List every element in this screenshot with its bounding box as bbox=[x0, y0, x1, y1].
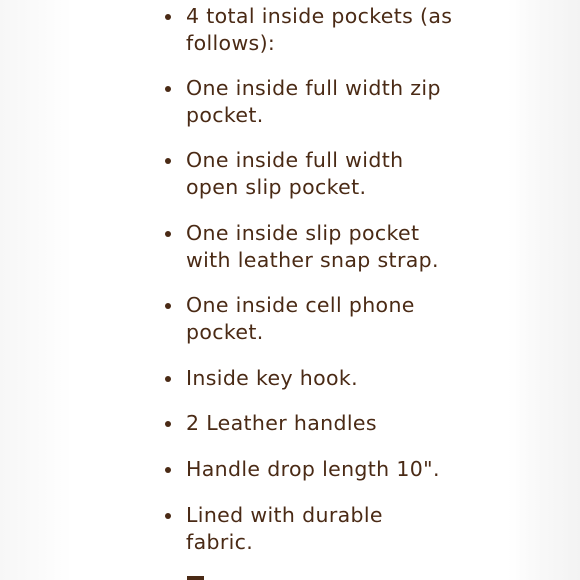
list-item-leather-handles bbox=[186, 410, 486, 437]
list-item-text-line: follows): bbox=[186, 31, 276, 55]
list-item-text-line: fabric. bbox=[186, 530, 254, 554]
list-item-text-line: with leather snap strap. bbox=[186, 248, 439, 272]
list-item-handle-drop bbox=[186, 456, 486, 483]
bullet-icon bbox=[165, 14, 171, 20]
list-item-inside-pockets bbox=[186, 3, 486, 57]
bullet-icon bbox=[165, 513, 171, 519]
bullet-icon bbox=[165, 467, 171, 473]
list-item-text-line: One inside full width bbox=[186, 148, 404, 172]
list-item-cell-phone-pocket bbox=[186, 292, 486, 346]
list-item-text-line: Inside key hook. bbox=[186, 366, 359, 390]
bullet-icon bbox=[165, 303, 171, 309]
bullet-icon bbox=[165, 86, 171, 92]
list-item-zip-pocket bbox=[186, 75, 486, 129]
right-edge-shading bbox=[508, 0, 580, 580]
list-item-text-line: Lined with durable bbox=[186, 503, 383, 527]
list-item-text-line: Handle drop length 10". bbox=[186, 457, 440, 481]
list-item-text-line: One inside cell phone bbox=[186, 293, 415, 317]
bullet-icon bbox=[165, 376, 171, 382]
list-item-text-line: 2 Leather handles bbox=[186, 411, 377, 435]
list-item-key-hook bbox=[186, 365, 486, 392]
bullet-icon bbox=[165, 231, 171, 237]
cut-off-next-item bbox=[187, 576, 204, 580]
list-item-text-line: open slip pocket. bbox=[186, 175, 367, 199]
list-item-text-line: pocket. bbox=[186, 103, 264, 127]
list-item-open-slip-pocket bbox=[186, 147, 486, 201]
list-item-snap-strap-pocket bbox=[186, 220, 486, 274]
list-item-text-line: pocket. bbox=[186, 320, 264, 344]
bullet-icon bbox=[165, 421, 171, 427]
list-item-text-line: One inside full width zip bbox=[186, 76, 441, 100]
bullet-icon bbox=[165, 158, 171, 164]
list-item-lining bbox=[186, 502, 486, 556]
list-item-text-line: 4 total inside pockets (as bbox=[186, 4, 453, 28]
left-edge-shading bbox=[0, 0, 72, 580]
list-item-text-line: One inside slip pocket bbox=[186, 221, 420, 245]
